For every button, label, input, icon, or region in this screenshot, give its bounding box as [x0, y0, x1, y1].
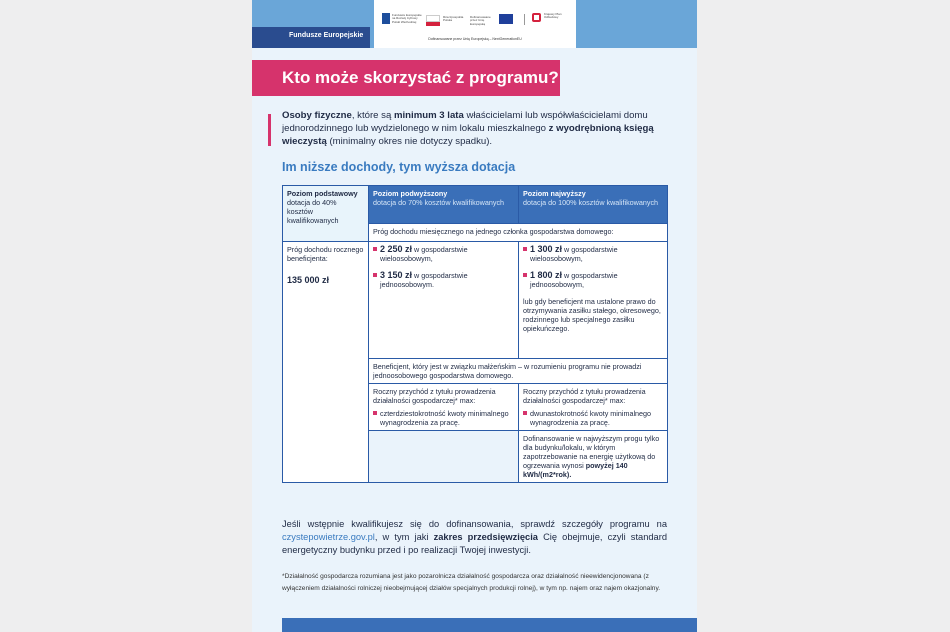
intro-text-4: właścicielami lub współwłaścicielami domu jednorodzinnego lub wydzielonego w nim lokalu mieszkalnego: [282, 110, 648, 135]
raised-single-amount: 3 150 zł: [380, 270, 413, 280]
header-raised-title: Poziom podwyższony: [373, 189, 448, 198]
header-basic-sub: dotacja do 40% kosztów kwalifikowanych: [287, 198, 339, 225]
highest-single-person: [523, 271, 663, 289]
basic-income-amount: 135 000 zł: [287, 275, 330, 285]
header-highest-level: [519, 186, 668, 224]
highest-single-amount: 1 800 zł: [530, 270, 563, 280]
threshold-label-cell: Próg dochodu miesięcznego na jednego członka gospodarstwa domowego:: [369, 224, 668, 242]
header-highest-title: Poziom najwyższy: [523, 189, 586, 198]
marriage-note-cell: Beneficjent, który jest w związku małżeńskim – w rozumieniu programu nie prowadzi jednoosobowego gospodarstwa domowego.: [369, 359, 668, 384]
outro-bold-3: zakres przedsięwzięcia: [433, 532, 538, 542]
eu-logo-text: Dofinansowane przez Unię Europejską: [470, 15, 491, 26]
intro-text-6: (minimalny okres nie dotyczy spadku).: [326, 136, 493, 148]
energy-condition-bold: powyżej 140 kWh/(m2*rok).: [523, 461, 628, 479]
fundusze-europejskie-tab: [252, 27, 370, 48]
outro-paragraph: [282, 518, 667, 557]
section-subtitle: Im niższe dochody, tym wyższa dotacja: [282, 160, 516, 174]
raised-single-person: [373, 271, 514, 289]
highest-single-text: w gospodarstwie jednoosobowym,: [530, 271, 618, 289]
table-row: [283, 242, 668, 359]
cofinance-note: Dofinansowane przez Unię Europejską – NextGenerationEU: [428, 37, 522, 41]
page-title: Kto może skorzystać z programu?: [282, 68, 559, 87]
raised-multi-person: [373, 245, 514, 263]
basic-income-text: Próg dochodu rocznego beneficjenta:: [287, 245, 364, 263]
intro-bold-1: Osoby fizyczne: [282, 110, 352, 121]
outro-text-2: , w tym jaki: [374, 532, 434, 542]
intro-accent-bar: [268, 114, 271, 146]
header-raised-sub: dotacja do 70% kosztów kwalifikowanych: [373, 198, 505, 207]
leaflet-page: [252, 0, 697, 632]
outro-text-4: Cię obejmuje, czyli standard energetyczny budynku przed i po realizacji Twojej inwestycji.: [282, 532, 667, 555]
highest-income-cell: [519, 242, 668, 359]
highest-extra-condition: lub gdy beneficjent ma ustalone prawo do otrzymywania zasiłku stałego, okresowego, rodzinnego lub specjalnego zasiłku opiekuńczego.: [523, 297, 661, 333]
outro-text-1: Jeśli wstępnie kwalifikujesz się do dofinansowania, sprawdź szczegóły programu na: [282, 519, 667, 529]
program-website-link[interactable]: czystepowietrze.gov.pl: [282, 532, 375, 542]
header-basic-title: Poziom podstawowy: [287, 189, 358, 198]
raised-single-text: w gospodarstwie jednoosobowym.: [380, 271, 468, 289]
business-raised-limit: czterdziestokrotność kwoty minimalnego wynagrodzenia za pracę.: [373, 409, 514, 427]
energy-condition-text: Dofinansowanie w najwyższym progu tylko dla budynku/lokalu, w którym zapotrzebowanie na energię użytkową do ogrzewania wynosi: [523, 434, 660, 470]
subsidy-levels-table: [282, 185, 668, 483]
raised-multi-text: w gospodarstwie wieloosobowym,: [380, 245, 468, 263]
fe-logo-icon: [382, 13, 390, 24]
logo-separator: [524, 14, 525, 25]
raised-multi-amount: 2 250 zł: [380, 244, 413, 254]
bottom-bar: [282, 618, 697, 632]
business-raised-cell: [369, 384, 519, 431]
eu-flag-icon: [499, 14, 513, 24]
header-highest-sub: dotacja do 100% kosztów kwalifikowanych: [523, 198, 659, 207]
intro-bold-3: minimum 3 lata: [393, 110, 464, 121]
fundusze-europejskie-label: Fundusze Europejskie: [289, 32, 364, 39]
business-highest-label: Roczny przychód z tytułu prowadzenia działalności gospodarczej* max:: [523, 387, 646, 405]
intro-paragraph: [282, 109, 670, 149]
business-highest-cell: [519, 384, 668, 431]
kpo-logo-text: Krajowy Plan Odbudowy: [544, 12, 562, 20]
header-basic-level: [283, 186, 369, 242]
intro-bold-5: z wyodrębnioną księgą wieczystą: [282, 123, 654, 148]
basic-income-cell: [283, 242, 369, 483]
kpo-logo-icon: [532, 13, 541, 22]
business-raised-label: Roczny przychód z tytułu prowadzenia działalności gospodarczej* max:: [373, 387, 496, 405]
highest-multi-text: w gospodarstwie wieloosobowym,: [530, 245, 618, 263]
empty-cell: [369, 431, 519, 483]
fe-logo-text: Fundusze Europejskie na Rozwój Cyfrowy Polski Wschodniej: [392, 13, 422, 24]
highest-multi-amount: 1 300 zł: [530, 244, 563, 254]
highest-multi-person: [523, 245, 663, 263]
poland-flag-icon: [426, 15, 440, 24]
header-raised-level: [369, 186, 519, 224]
intro-text-2: , które są: [351, 110, 394, 121]
header-bar: [252, 0, 697, 48]
title-banner: [252, 60, 560, 96]
pl-logo-text: Rzeczpospolita Polska: [443, 15, 464, 23]
raised-income-cell: [369, 242, 519, 359]
footnote: *Działalność gospodarcza rozumiana jest jako pozarolnicza działalność gospodarcza oraz działalność nieewidencjonowana (z wyłączeniem działalności rolniczej nieobejmującej działów specjalnych produkcji rolnej), w tym np. najem oraz najem okazjonalny.: [282, 573, 661, 593]
business-highest-limit: dwunastokrotność kwoty minimalnego wynagrodzenia za pracę.: [523, 409, 663, 427]
energy-condition-cell: [519, 431, 668, 483]
logos-strip: [374, 0, 576, 48]
table-header-row: [283, 186, 668, 224]
